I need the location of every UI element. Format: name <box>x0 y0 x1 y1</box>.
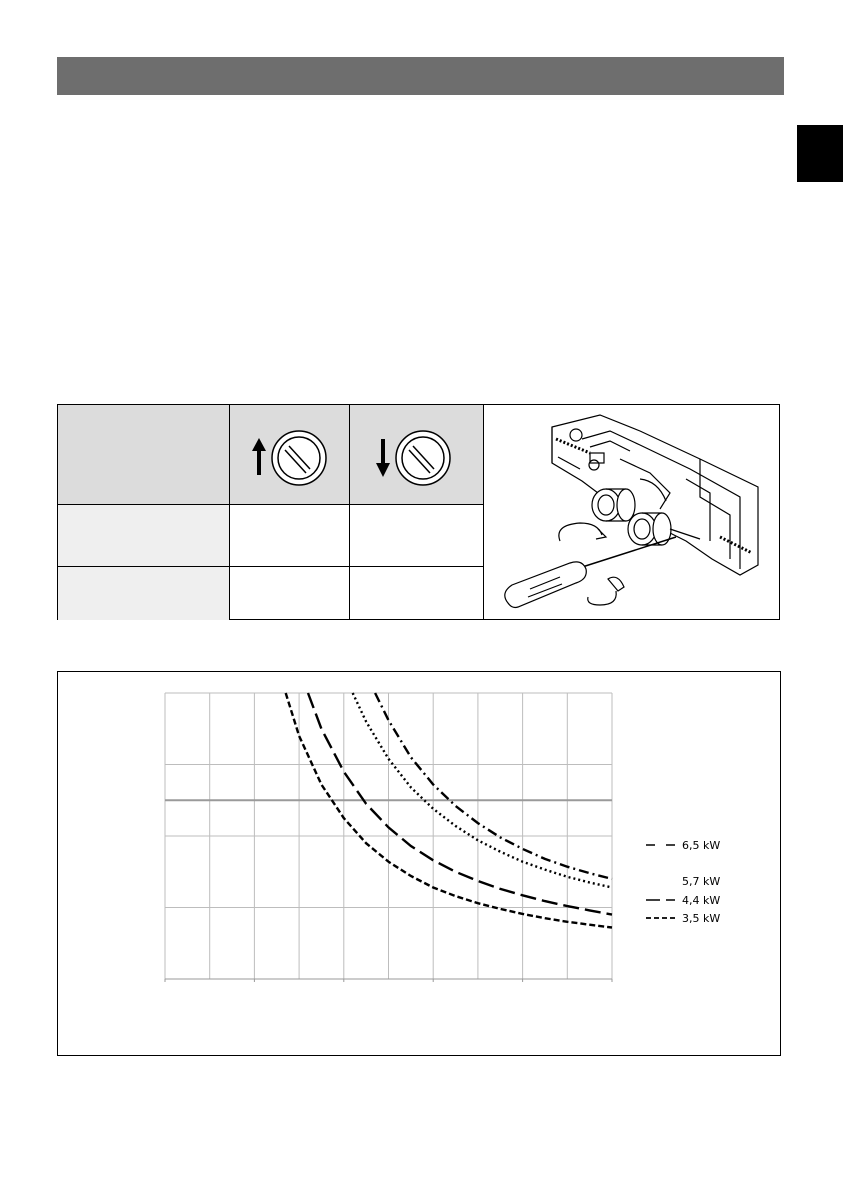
section-header-bar <box>57 57 784 95</box>
legend-label: 4,4 kW <box>682 894 721 907</box>
adjustment-table <box>57 404 780 620</box>
series-line-5-7-kW <box>353 693 612 888</box>
screw-dial-turn-up-icon <box>247 427 337 487</box>
table-header-turn-down-cell <box>349 405 483 504</box>
table-header-turn-up-cell <box>229 405 349 504</box>
series-line-3-5-kW <box>286 693 612 928</box>
valve-adjustment-screwdriver-illustration <box>490 409 776 617</box>
legend-label: 6,5 kW <box>682 839 721 852</box>
screw-dial-turn-down-icon <box>371 427 461 487</box>
language-side-tab <box>797 125 843 182</box>
table-row-2-label-cell <box>58 566 229 620</box>
performance-chart <box>57 671 781 1056</box>
table-row-1-label-cell <box>58 504 229 566</box>
legend-label: 5,7 kW <box>682 875 721 888</box>
legend-label: 3,5 kW <box>682 912 721 925</box>
table-header-empty-cell <box>58 405 229 504</box>
series-line-4-4-kW <box>308 693 612 915</box>
chart-plot <box>58 672 780 1055</box>
